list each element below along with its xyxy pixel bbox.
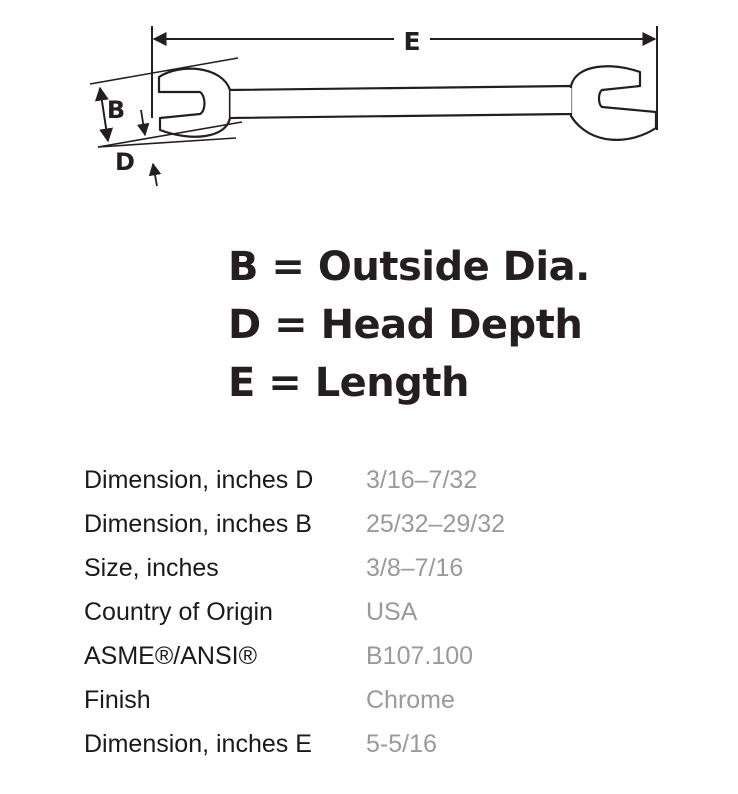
spec-row — [84, 458, 505, 502]
wrench-icon — [159, 66, 656, 140]
spec-value: 25/32–29/32 — [366, 509, 506, 538]
dimension-legend — [228, 238, 590, 412]
spec-value: B107.100 — [366, 641, 474, 670]
d-arrow-top — [141, 110, 145, 135]
legend-length: E = Length — [228, 360, 470, 406]
spec-label: Dimension, inches E — [84, 729, 312, 758]
spec-value: 3/16–7/32 — [366, 465, 478, 494]
spec-value: Chrome — [366, 685, 455, 714]
spec-label: Dimension, inches B — [84, 509, 312, 538]
spec-row — [84, 590, 505, 634]
spec-value: USA — [366, 597, 418, 626]
wrench-dimension-diagram — [0, 0, 738, 200]
spec-label: Size, inches — [84, 553, 219, 582]
spec-value: 3/8–7/16 — [366, 553, 464, 582]
b-dimension-label: B — [106, 96, 126, 124]
spec-label: Country of Origin — [84, 597, 273, 626]
spec-label: ASME®/ANSI® — [84, 641, 257, 670]
spec-row — [84, 678, 505, 722]
spec-row — [84, 546, 505, 590]
legend-head-depth: D = Head Depth — [228, 302, 583, 348]
spec-value: 5-5/16 — [366, 729, 437, 758]
e-dimension-label: E — [403, 27, 421, 56]
legend-outside-diameter: B = Outside Dia. — [228, 244, 590, 290]
d-arrow-bottom — [153, 164, 157, 186]
spec-label: Dimension, inches D — [84, 465, 314, 494]
specifications-table — [84, 458, 505, 766]
spec-row — [84, 502, 505, 546]
d-dimension-label: D — [115, 148, 135, 176]
spec-label: Finish — [84, 685, 151, 714]
spec-row — [84, 634, 505, 678]
d-extension-line — [98, 138, 236, 147]
spec-row — [84, 722, 505, 766]
